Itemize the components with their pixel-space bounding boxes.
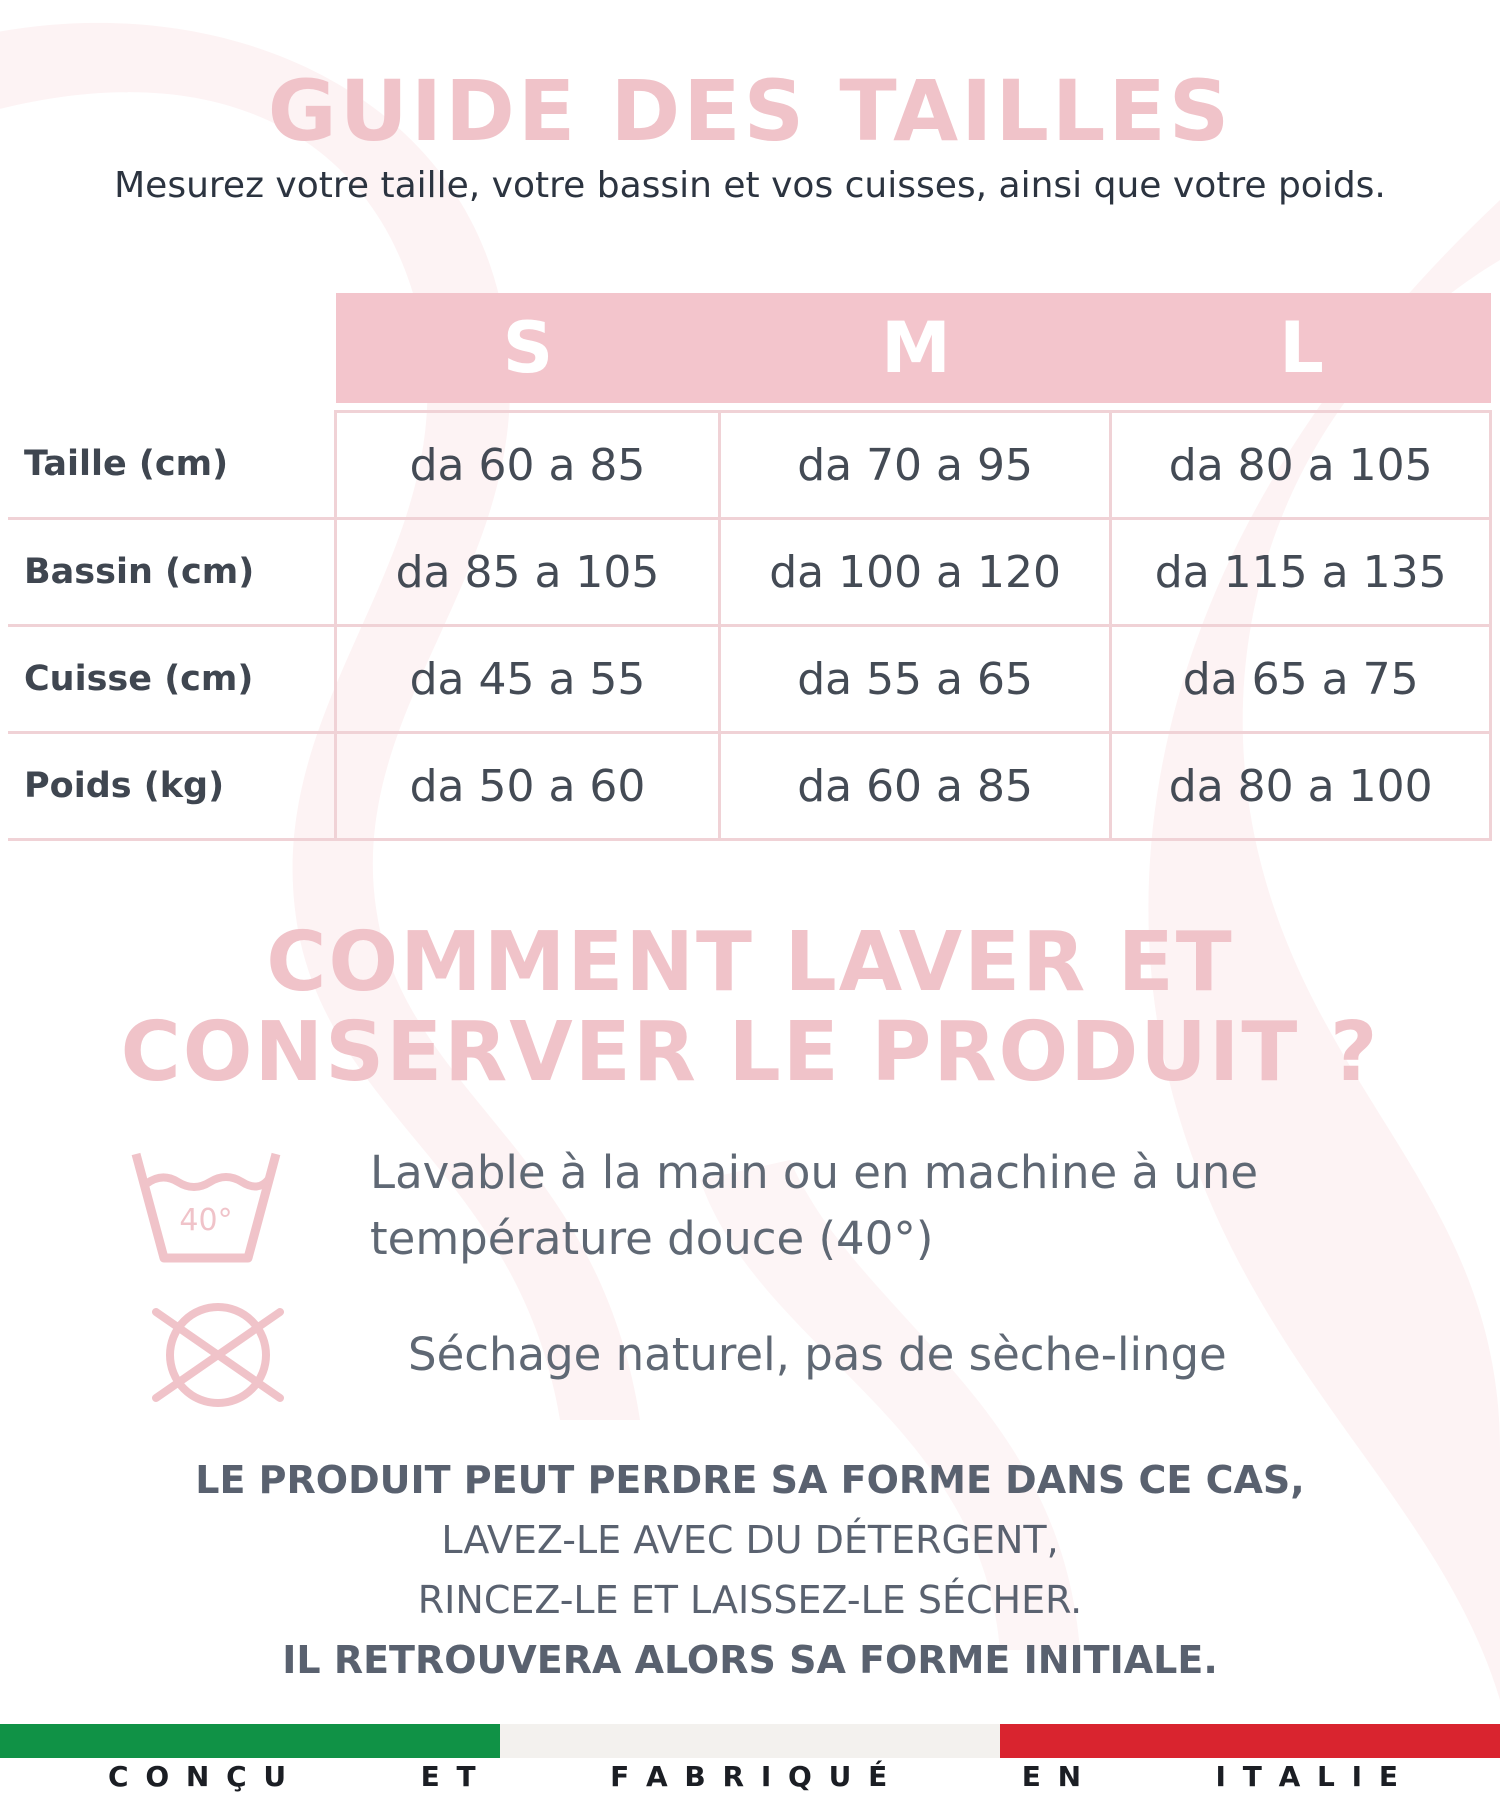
page-subtitle: Mesurez votre taille, votre bassin et vos cuisses, ainsi que votre poids. bbox=[114, 165, 1386, 206]
size-table bbox=[8, 410, 1492, 841]
note-line1: LE PRODUIT PEUT PERDRE SA FORME DANS CE CAS, bbox=[195, 1458, 1305, 1502]
table-cell: da 115 a 135 bbox=[1111, 519, 1491, 626]
wash-text-line1: Lavable à la main ou en machine à une bbox=[370, 1146, 1259, 1199]
note-line4: IL RETROUVERA ALORS SA FORME INITIALE. bbox=[282, 1638, 1218, 1682]
table-cell: da 50 a 60 bbox=[336, 733, 720, 840]
flag-white bbox=[500, 1724, 1000, 1758]
table-cell: da 60 a 85 bbox=[719, 733, 1111, 840]
footer-word: F A B R I Q U É bbox=[610, 1760, 888, 1793]
footer-made-in-italy bbox=[108, 1760, 1398, 1793]
table-cell: da 100 a 120 bbox=[719, 519, 1111, 626]
wash-text-line2: température douce (40°) bbox=[370, 1212, 934, 1265]
row-label: Poids (kg) bbox=[8, 733, 336, 840]
size-header-m: M bbox=[881, 307, 951, 389]
flag-red bbox=[1000, 1724, 1500, 1758]
table-cell: da 55 a 65 bbox=[719, 626, 1111, 733]
page-title: GUIDE DES TAILLES bbox=[267, 62, 1233, 160]
table-row bbox=[8, 519, 1491, 626]
table-cell: da 80 a 100 bbox=[1111, 733, 1491, 840]
table-cell: da 65 a 75 bbox=[1111, 626, 1491, 733]
row-label: Taille (cm) bbox=[8, 412, 336, 519]
note-line3: RINCEZ-LE ET LAISSEZ-LE SÉCHER. bbox=[417, 1578, 1083, 1622]
table-cell: da 80 a 105 bbox=[1111, 412, 1491, 519]
size-header-l: L bbox=[1279, 307, 1324, 389]
table-row bbox=[8, 733, 1491, 840]
wash-temperature: 40° bbox=[179, 1203, 233, 1238]
row-label: Cuisse (cm) bbox=[8, 626, 336, 733]
italian-flag-stripe bbox=[0, 1724, 1500, 1758]
care-title-line1: COMMENT LAVER ET bbox=[266, 915, 1234, 1010]
row-label: Bassin (cm) bbox=[8, 519, 336, 626]
size-header-s: S bbox=[502, 307, 554, 389]
note-line2: LAVEZ-LE AVEC DU DÉTERGENT, bbox=[441, 1518, 1059, 1562]
wash-text bbox=[370, 1140, 1258, 1272]
footer-word: C O N Ç U bbox=[108, 1760, 287, 1793]
table-row bbox=[8, 626, 1491, 733]
footer-word: E T bbox=[420, 1760, 476, 1793]
care-note bbox=[0, 1450, 1500, 1690]
flag-green bbox=[0, 1724, 500, 1758]
size-header-bar bbox=[336, 293, 1491, 403]
dry-text: Séchage naturel, pas de sèche-linge bbox=[408, 1328, 1227, 1381]
table-row bbox=[8, 412, 1491, 519]
table-cell: da 45 a 55 bbox=[336, 626, 720, 733]
care-title-line2: CONSERVER LE PRODUIT ? bbox=[120, 1005, 1380, 1100]
footer-word: I T A L I E bbox=[1215, 1760, 1398, 1793]
care-dry-row bbox=[120, 1300, 1420, 1410]
no-tumble-dry-icon bbox=[148, 1300, 288, 1410]
care-section-title bbox=[0, 915, 1500, 1100]
table-cell: da 60 a 85 bbox=[336, 412, 720, 519]
wash-40-icon bbox=[126, 1146, 286, 1266]
table-cell: da 85 a 105 bbox=[336, 519, 720, 626]
table-cell: da 70 a 95 bbox=[719, 412, 1111, 519]
care-wash-row bbox=[120, 1140, 1420, 1272]
footer-word: E N bbox=[1021, 1760, 1082, 1793]
